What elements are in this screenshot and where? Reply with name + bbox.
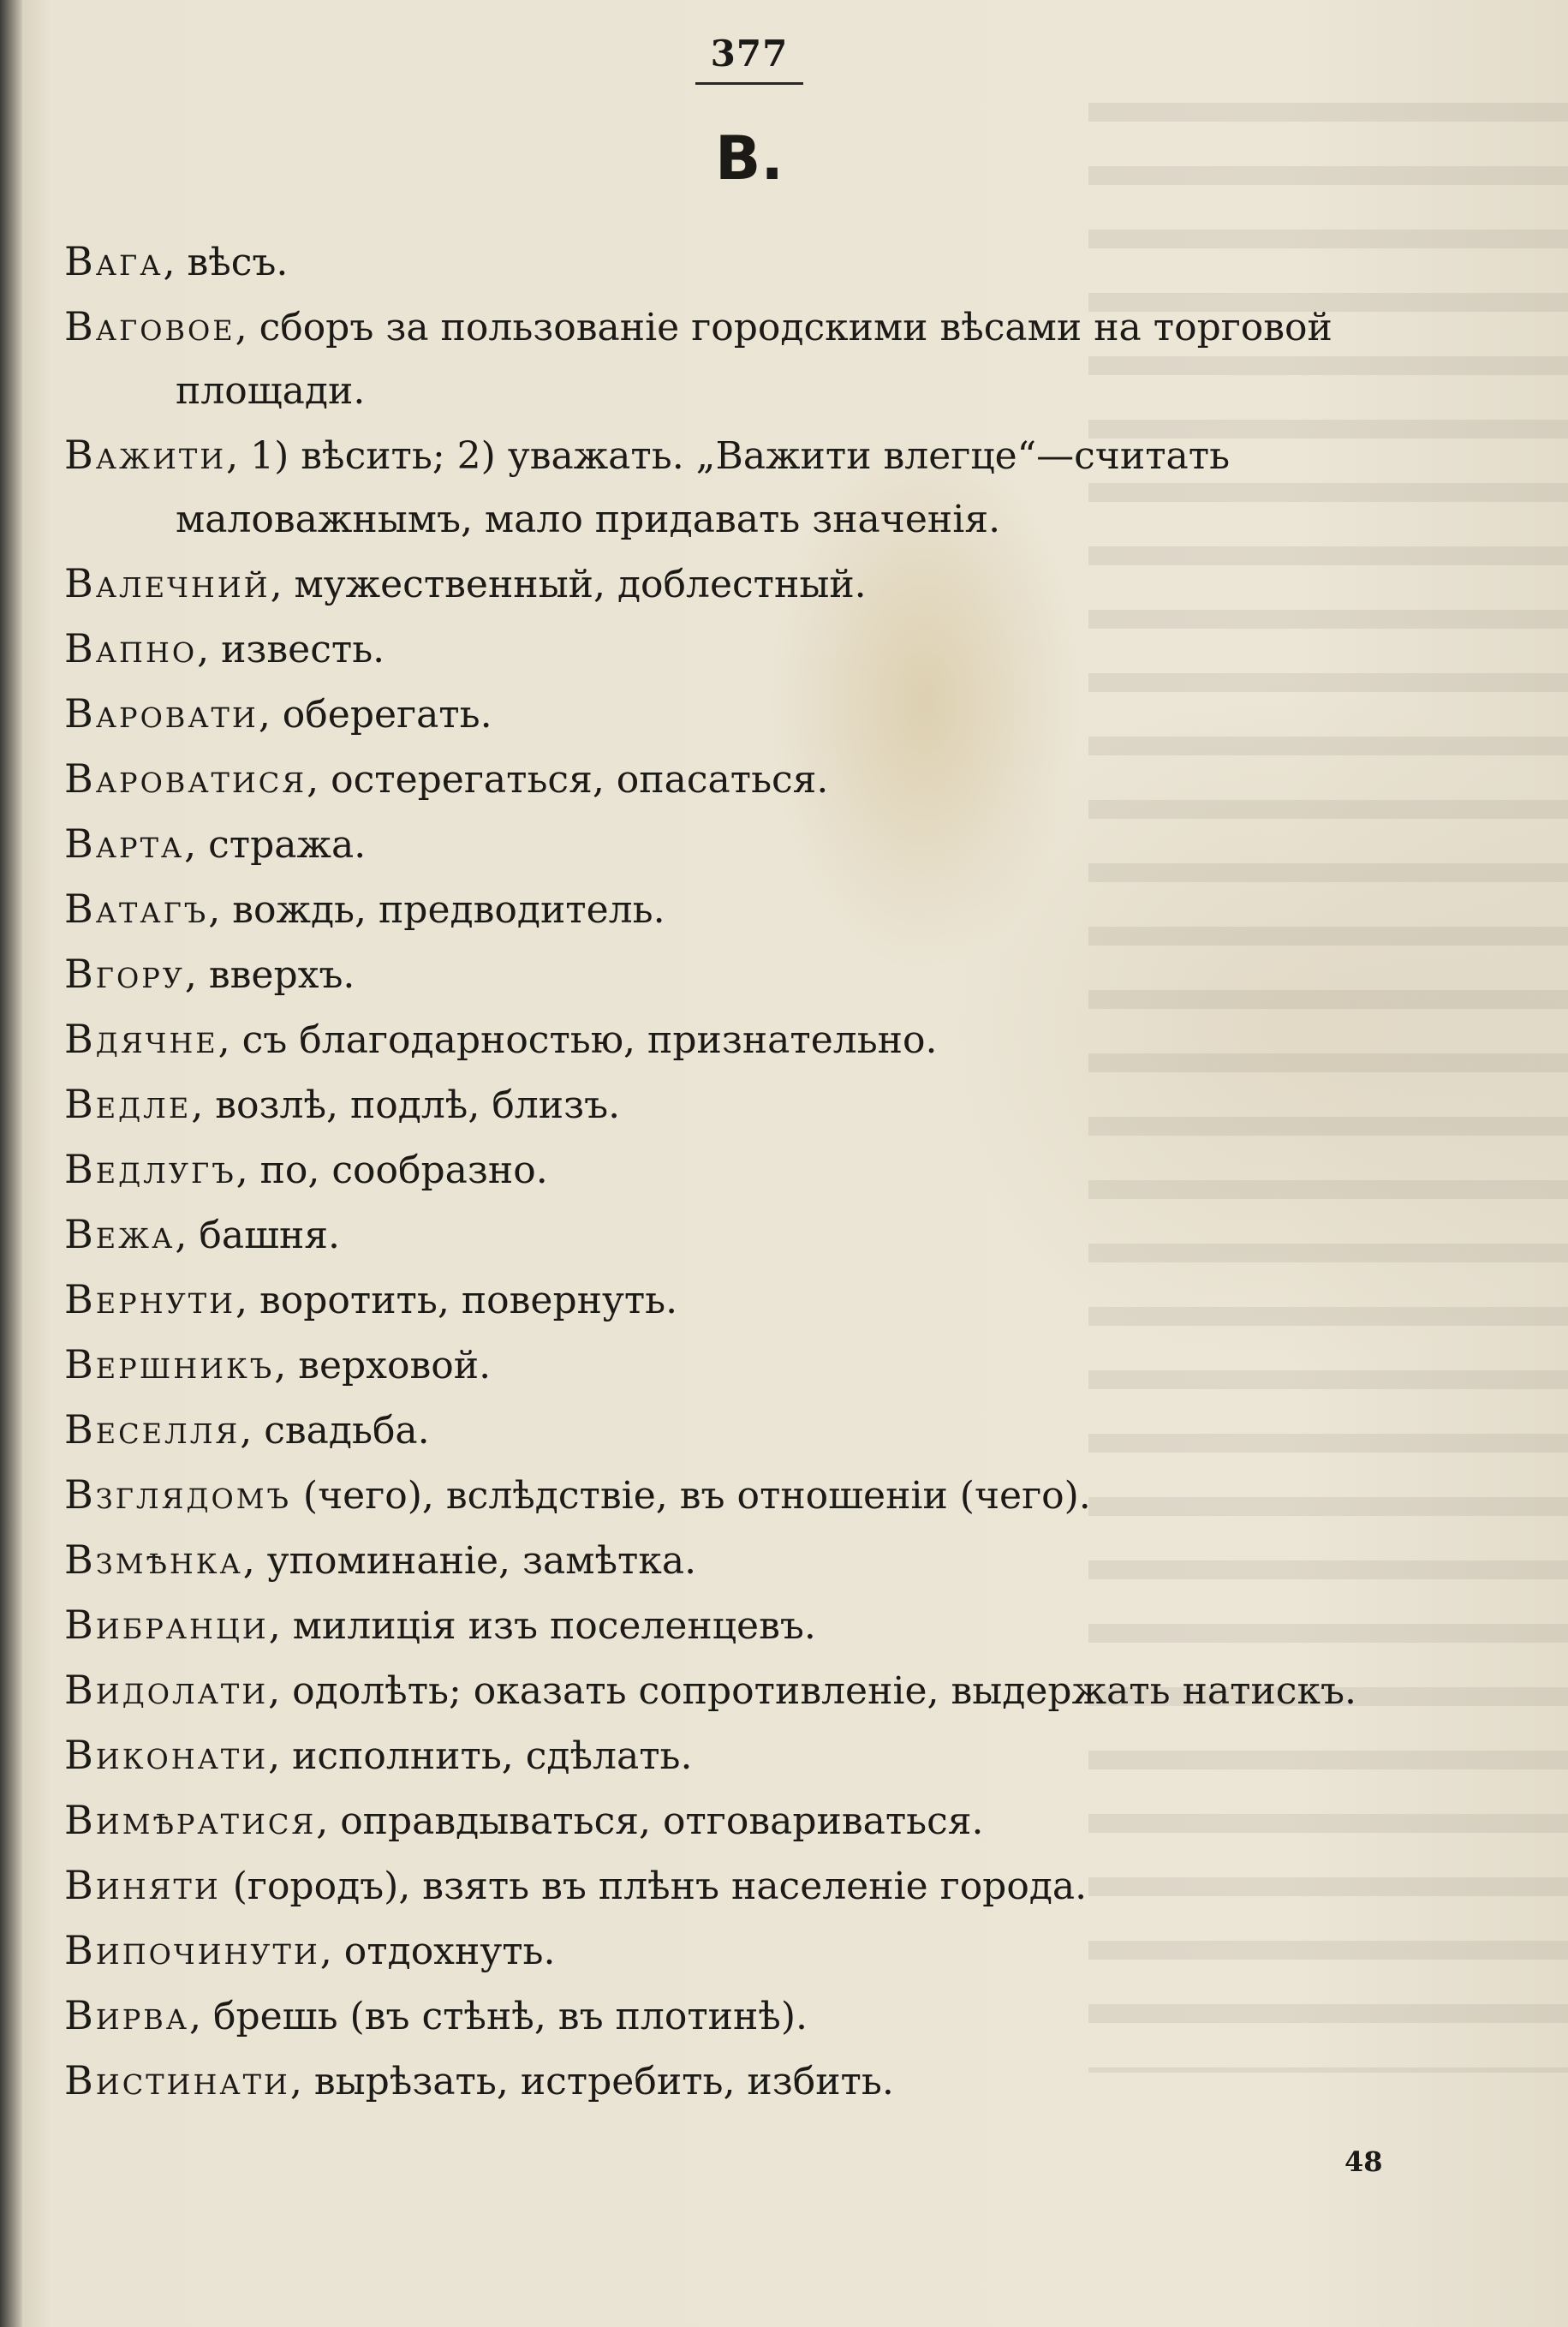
entry-headword: Вапно [64,625,198,671]
entry-definition: (чего), вслѣдствіе, въ отношеніи (чего). [302,1474,1091,1518]
dictionary-entry: Важити, 1) вѣсить; 2) уважать. „Важити влегце“—считать маловажнымъ, мало придавать значенія. [64,432,1231,541]
dictionary-entry: Видолати, одолѣть; оказать сопротивленіе, выдержать натискъ. [64,1667,1356,1713]
entry-definition: оберегать. [282,693,492,737]
entry-definition: сборъ за пользованіе городскими вѣсами на торговой площади. [176,306,1333,413]
entry-headword: Ваговое [64,303,235,349]
entry-definition: милиція изъ поселенцевъ. [292,1604,816,1648]
entry-definition: по, сообразно. [259,1149,548,1192]
entry-headword: Випочинути [64,1927,320,1973]
dictionary-entry: Веселля, свадьба. [64,1406,430,1453]
entry-headword: Вароватися [64,755,307,802]
entry-definition: вверхъ. [208,953,355,997]
entry-definition: исполнить, сдѣлать. [292,1734,693,1778]
entry-headword: Вгору [64,951,185,997]
page-number-rule [695,82,803,85]
entry-headword: Виняти [64,1862,221,1908]
entry-headword: Веселля [64,1406,241,1453]
dictionary-entry: Вершникъ, верховой. [64,1341,492,1387]
entry-headword: Видолати [64,1667,269,1713]
entry-definition: вождь, предводитель. [232,888,665,932]
entry-headword: Ведле [64,1081,192,1127]
dictionary-entry [64,1463,1469,1528]
entry-headword: Вежа [64,1211,176,1257]
entry-headword: Вимѣратися [64,1797,317,1843]
entry-definition: брешь (въ стѣнѣ, въ плотинѣ). [212,1995,808,2038]
dictionary-entries [64,230,1469,2114]
entry-headword: Вистинати [64,2057,290,2103]
entry-definition: мужественный, доблестный. [294,563,867,606]
entry-definition: возлѣ, подлѣ, близъ. [215,1083,621,1127]
entry-definition: вѣсъ. [187,241,289,284]
entry-definition: известь. [221,628,385,671]
dictionary-entry: Ведлугъ, по, сообразно. [64,1146,548,1192]
page-number: 377 [710,33,789,75]
entry-headword: Вдячне [64,1016,218,1062]
dictionary-entry: Випочинути, отдохнуть. [64,1927,556,1973]
entry-definition: упоминаніе, замѣтка. [266,1539,697,1583]
dictionary-entry: Вгору, вверхъ. [64,951,355,997]
dictionary-entry: Вапно, известь. [64,625,385,671]
entry-definition: оправдываться, отговариваться. [340,1799,984,1843]
entry-headword: Виконати [64,1732,269,1778]
dictionary-entry: Ваговое, сборъ за пользованіе городскими вѣсами на торговой площади. [64,303,1333,413]
dictionary-entry: Варта, стража. [64,820,367,867]
entry-definition: (городъ), взять въ плѣнъ населеніе города. [232,1865,1088,1908]
entry-headword: Вирва [64,1992,189,2038]
dictionary-entry: Вибранци, милиція изъ поселенцевъ. [64,1602,816,1648]
entry-headword: Варта [64,820,185,867]
entry-definition: съ благодарностью, признательно. [241,1018,938,1062]
entry-headword: Вага [64,238,164,284]
book-spine-shadow [0,0,22,2327]
section-letter-heading: В. [715,123,784,194]
entry-definition: верховой. [298,1344,492,1387]
entry-headword: Ведлугъ [64,1146,236,1192]
dictionary-entry [64,1853,1469,1918]
entry-headword: Важити [64,432,227,478]
dictionary-entry: Вирва, брешь (въ стѣнѣ, въ плотинѣ). [64,1992,808,2038]
entry-definition: воротить, повернуть. [259,1279,678,1322]
dictionary-entry: Вароватися, остерегаться, опасаться. [64,755,829,802]
dictionary-entry: Вага, вѣсъ. [64,238,289,284]
dictionary-entry: Виконати, исполнить, сдѣлать. [64,1732,693,1778]
signature-mark: 48 [1344,2145,1383,2178]
entry-headword: Вибранци [64,1602,269,1648]
entry-headword: Взглядомъ [64,1471,291,1518]
entry-headword: Ватагъ [64,886,209,932]
dictionary-entry: Взмѣнка, упоминаніе, замѣтка. [64,1536,697,1583]
entry-definition: 1) вѣсить; 2) уважать. „Важити влегце“—считать маловажнымъ, мало придавать значенія. [176,434,1231,541]
entry-headword: Варовати [64,690,259,737]
entry-headword: Вернути [64,1276,235,1322]
entry-definition: отдохнуть. [343,1930,556,1973]
dictionary-entry: Ватагъ, вождь, предводитель. [64,886,665,932]
entry-definition: остерегаться, опасаться. [331,758,829,802]
dictionary-entry: Ведле, возлѣ, подлѣ, близъ. [64,1081,621,1127]
entry-definition: одолѣть; оказать сопротивленіе, выдержать натискъ. [292,1669,1356,1713]
entry-definition: свадьба. [264,1409,430,1453]
dictionary-entry: Вернути, воротить, повернуть. [64,1276,678,1322]
dictionary-entry: Вистинати, вырѣзать, истребить, избить. [64,2057,894,2103]
dictionary-entry: Вежа, башня. [64,1211,341,1257]
dictionary-entry: Вдячне, съ благодарностью, признательно. [64,1016,938,1062]
entry-definition: вырѣзать, истребить, избить. [313,2060,894,2103]
entry-definition: башня. [199,1214,341,1257]
entry-headword: Валечний [64,560,271,606]
dictionary-entry: Валечний, мужественный, доблестный. [64,560,867,606]
entry-headword: Взмѣнка [64,1536,243,1583]
dictionary-entry: Варовати, оберегать. [64,690,492,737]
dictionary-entry: Вимѣратися, оправдываться, отговариваться. [64,1797,984,1843]
entry-headword: Вершникъ [64,1341,275,1387]
entry-definition: стража. [208,823,367,867]
